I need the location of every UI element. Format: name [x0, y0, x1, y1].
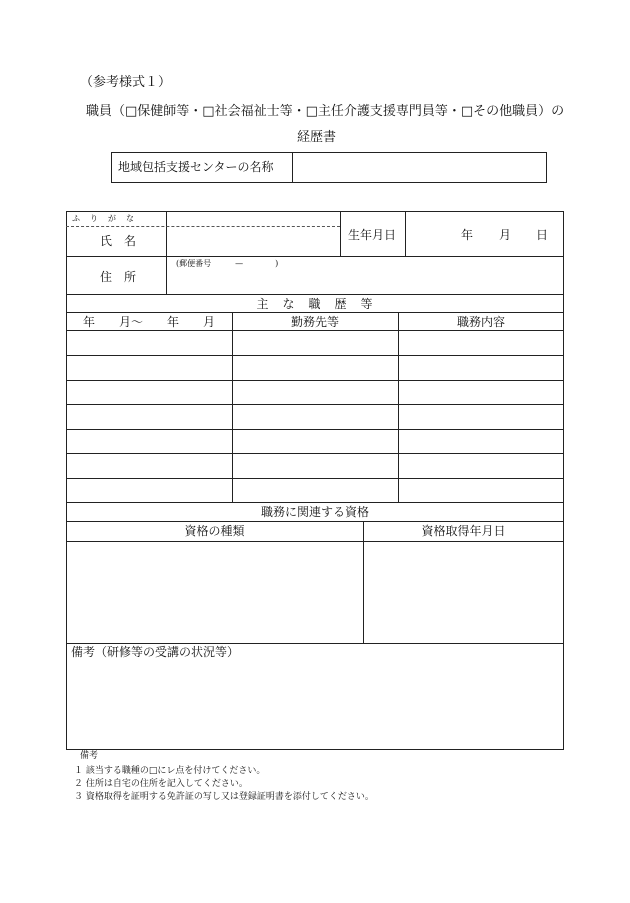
career-col-period: 年 月～ 年 月: [82, 315, 215, 329]
document-title: 職員（□保健師等・□社会福祉士等・□主任介護支援専門員等・□その他職員）の: [86, 104, 565, 119]
name-row-bottom: [66, 256, 564, 257]
birth-day-unit: 日: [536, 228, 549, 242]
center-name-divider: [292, 152, 293, 183]
qualification-date-input[interactable]: [365, 543, 562, 641]
note-item: ３ 資格取得を証明する免許証の写し又は登録証明書を添付してください。: [74, 792, 374, 802]
note-item: ２ 住所は自宅の住所を記入してください。: [74, 779, 248, 789]
personal-label-divider: [166, 211, 167, 294]
birth-year-unit: 年: [461, 228, 474, 242]
center-name-label: 地域包括支援センターの名称: [118, 160, 274, 174]
furigana-input[interactable]: [170, 214, 336, 225]
qualifications-col-divider: [363, 521, 364, 643]
career-row[interactable]: [67, 381, 564, 404]
career-row[interactable]: [67, 356, 564, 380]
name-input[interactable]: [170, 229, 336, 254]
address-input[interactable]: [170, 272, 560, 292]
furigana-label: ふ り が な: [72, 214, 135, 223]
career-section-title: 主 な 職 歴 等: [256, 297, 374, 311]
qualifications-col-type: 資格の種類: [184, 524, 245, 538]
postal-code-label: (郵便番号 — ): [176, 259, 279, 268]
remarks-input[interactable]: [68, 662, 562, 748]
remarks-label: 備考（研修等の受講の状況等）: [71, 645, 240, 659]
career-table-bottom: [66, 502, 564, 503]
career-row[interactable]: [67, 331, 564, 355]
address-row-bottom: [66, 294, 564, 295]
career-row[interactable]: [67, 405, 564, 429]
qualification-type-input[interactable]: [68, 543, 361, 641]
qualifications-section-title: 職務に関連する資格: [260, 505, 369, 519]
career-col-duties: 職務内容: [456, 315, 505, 329]
document-subtitle: 経歴書: [297, 130, 337, 145]
career-title-bottom: [66, 312, 564, 313]
birth-right-divider: [405, 211, 406, 256]
career-col-workplace: 勤務先等: [290, 315, 339, 329]
notes-title: 備考: [80, 751, 99, 761]
form-reference: （参考様式１）: [80, 75, 172, 90]
qualifications-col-date: 資格取得年月日: [421, 524, 506, 538]
furigana-divider: [66, 226, 340, 227]
qualifications-bottom: [66, 643, 564, 644]
birth-label: 生年月日: [348, 228, 397, 242]
birth-left-divider: [340, 211, 341, 256]
qualifications-header-bottom: [66, 541, 564, 542]
career-row[interactable]: [67, 454, 564, 478]
career-row[interactable]: [67, 430, 564, 453]
note-item: １ 該当する職種の□にレ点を付けてください。: [74, 766, 266, 776]
birth-month-unit: 月: [499, 228, 512, 242]
name-label: 氏 名: [100, 234, 137, 248]
career-row[interactable]: [67, 479, 564, 502]
address-label: 住 所: [100, 270, 137, 284]
qualifications-title-bottom: [66, 521, 564, 522]
